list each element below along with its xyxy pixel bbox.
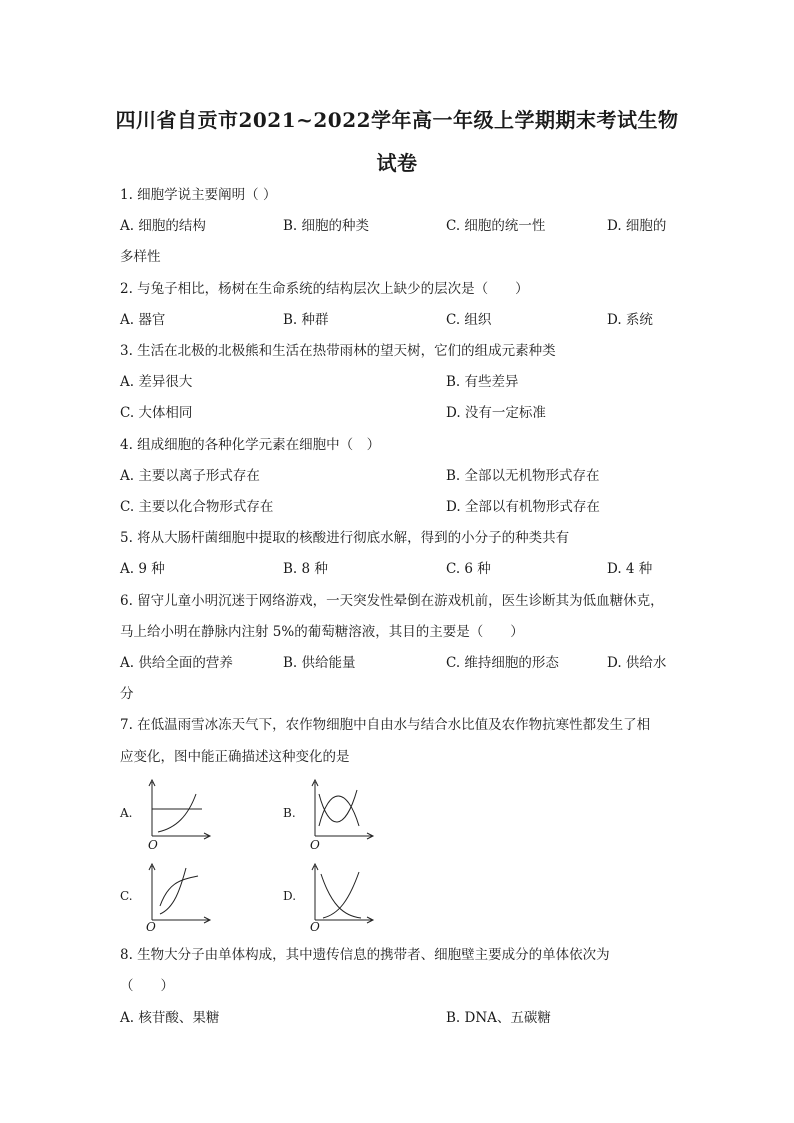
question-5-option-d: D. 4 种 (607, 561, 653, 577)
exam-title: 四川省自贡市2021~2022学年高一年级上学期期末考试生物 (115, 108, 679, 132)
question-6-stem-line1: 6. 留守儿童小明沉迷于网络游戏，一天突发性晕倒在游戏机前，医生诊断其为低血糖休克， (120, 593, 664, 609)
question-8-stem-line1: 8. 生物大分子由单体构成，其中遗传信息的携带者、细胞壁主要成分的单体依次为 (120, 947, 610, 963)
question-3-stem: 3. 生活在北极的北极熊和生活在热带雨林的望天树，它们的组成元素种类 (120, 343, 556, 359)
question-3-option-c: C. 大体相同 (120, 405, 193, 421)
question-6-option-c: C. 维持细胞的形态 (446, 655, 559, 671)
question-5-stem: 5. 将从大肠杆菌细胞中提取的核酸进行彻底水解，得到的小分子的种类共有 (120, 530, 570, 546)
question-7-stem-line2: 应变化，图中能正确描述这种变化的是 (120, 749, 350, 765)
question-1-option-b: B. 细胞的种类 (283, 218, 370, 234)
graph-a-origin: O (148, 838, 158, 852)
question-7-stem-line1: 7. 在低温雨雪冰冻天气下，农作物细胞中自由水与结合水比值及农作物抗寒性都发生了相 (120, 717, 651, 733)
question-4-option-d: D. 全部以有机物形式存在 (446, 499, 600, 515)
question-6-option-b: B. 供给能量 (283, 655, 356, 671)
question-7-option-d-label: D. (283, 889, 297, 903)
question-6-stem-line2: 马上给小明在静脉内注射 5%的葡萄糖溶液，其目的主要是（ ） (120, 624, 524, 640)
question-3-option-d: D. 没有一定标准 (446, 405, 546, 421)
question-1-option-d-continued: 多样性 (120, 249, 161, 265)
question-1-stem: 1. 细胞学说主要阐明（ ） (120, 187, 277, 203)
question-3-option-b: B. 有些差异 (446, 374, 519, 390)
question-1-option-a: A. 细胞的结构 (120, 218, 206, 234)
question-1-option-c: C. 细胞的统一性 (446, 218, 546, 234)
question-2-option-c: C. 组织 (446, 312, 492, 328)
question-4-option-b: B. 全部以无机物形式存在 (446, 468, 600, 484)
question-8-stem-line2: （ ） (120, 978, 174, 994)
question-8-option-b: B. DNA、五碳糖 (446, 1010, 551, 1026)
question-2-option-a: A. 器官 (120, 312, 166, 328)
question-3-option-a: A. 差异很大 (120, 374, 193, 390)
question-6-option-a: A. 供给全面的营养 (120, 655, 233, 671)
question-5-option-b: B. 8 种 (283, 561, 328, 577)
graph-c-origin: O (146, 920, 156, 934)
question-4-option-a: A. 主要以离子形式存在 (120, 468, 260, 484)
question-4-stem: 4. 组成细胞的各种化学元素在细胞中（ ） (120, 437, 381, 453)
question-5-option-c: C. 6 种 (446, 561, 491, 577)
question-1-option-d: D. 细胞的 (607, 218, 667, 234)
question-7-option-a-label: A. (120, 806, 133, 820)
question-2-option-d: D. 系统 (607, 312, 653, 328)
question-6-option-d-continued: 分 (120, 686, 134, 702)
question-7-option-b-label: B. (283, 806, 296, 820)
question-4-option-c: C. 主要以化合物形式存在 (120, 499, 274, 515)
question-8-option-a: A. 核苷酸、果糖 (120, 1010, 220, 1026)
question-6-option-d: D. 供给水 (607, 655, 667, 671)
exam-title-continued: 试卷 (376, 151, 418, 175)
question-5-option-a: A. 9 种 (120, 561, 165, 577)
graph-d-origin: O (310, 920, 320, 934)
question-2-option-b: B. 种群 (283, 312, 329, 328)
graph-b-origin: O (310, 838, 320, 852)
question-2-stem: 2. 与兔子相比，杨树在生命系统的结构层次上缺少的层次是（ ） (120, 281, 529, 297)
question-7-option-c-label: C. (120, 889, 133, 903)
